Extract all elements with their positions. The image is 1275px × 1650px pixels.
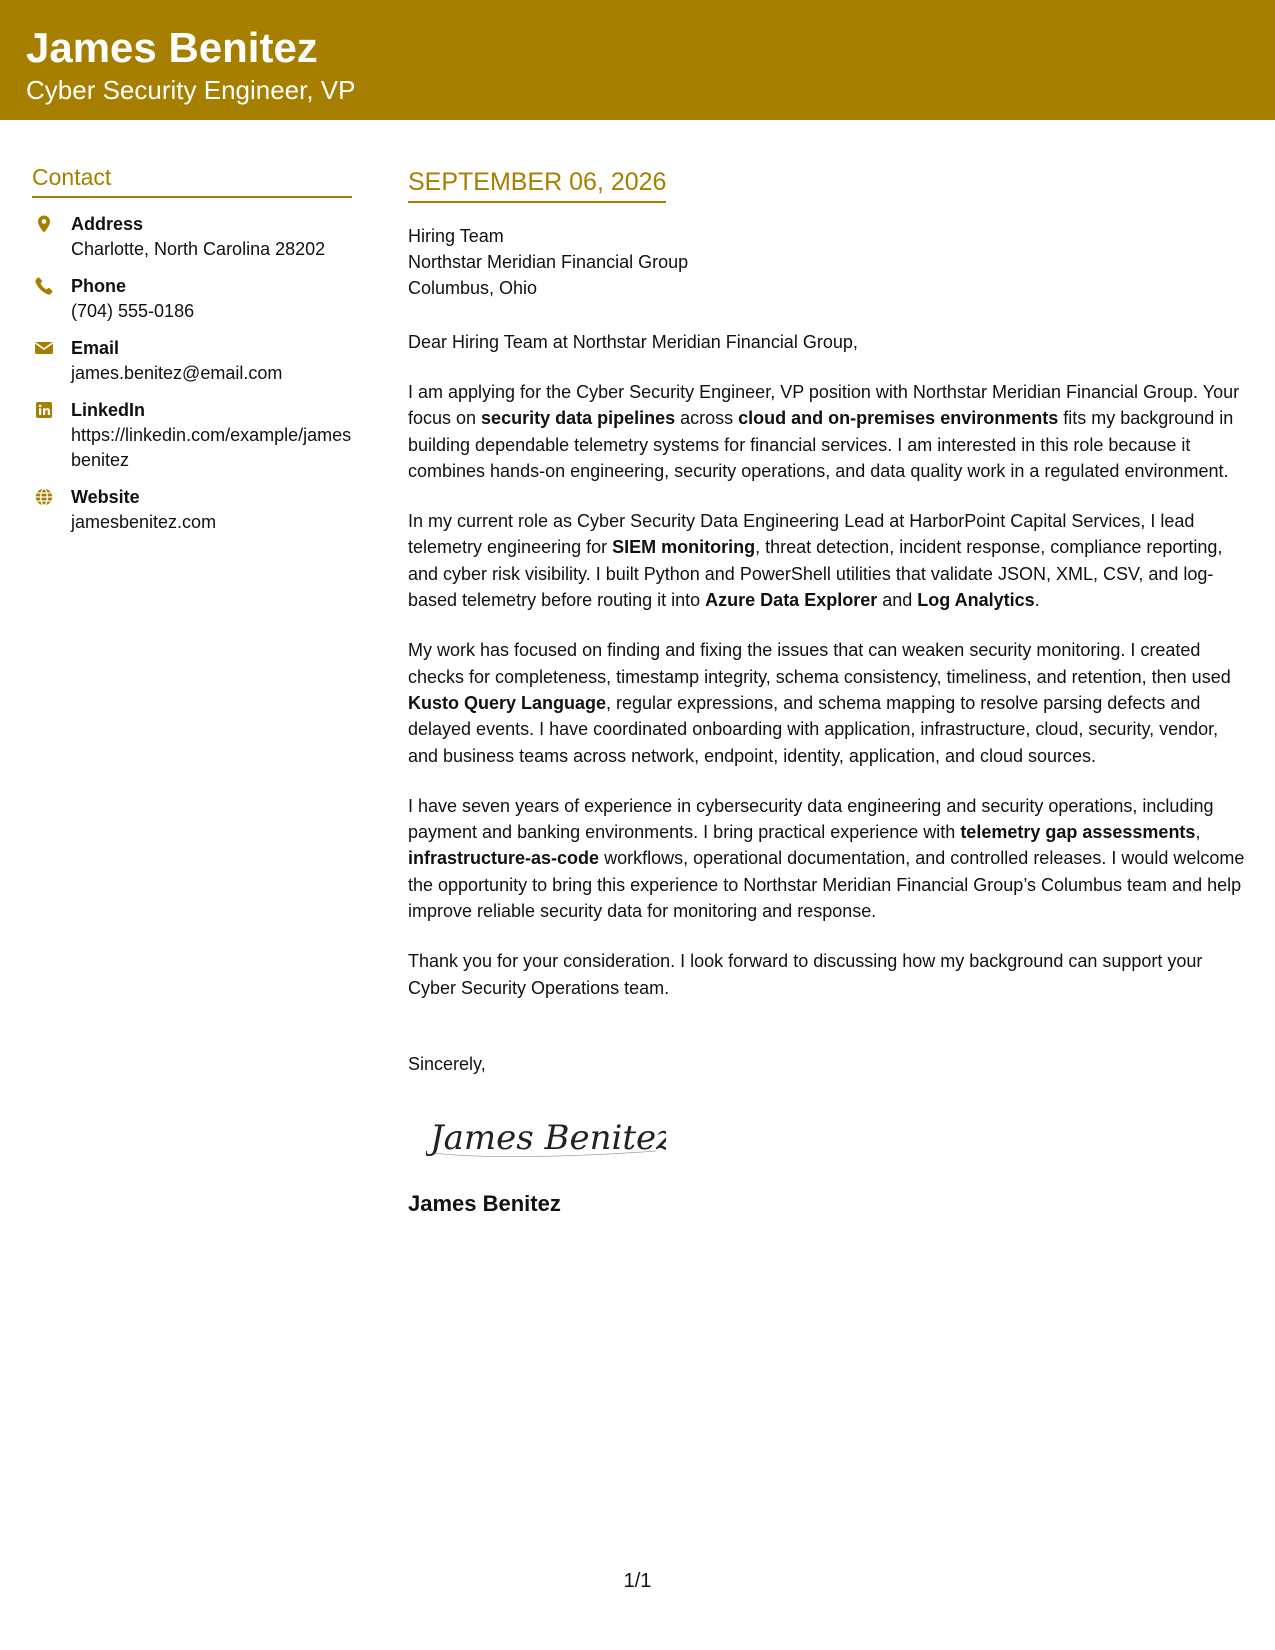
paragraph [408,508,1248,613]
contact-heading: Contact [32,162,352,198]
recipient-line: Columbus, Ohio [408,278,538,298]
recipient-block [408,223,1248,301]
contact-value[interactable]: jamesbenitez.com [71,512,217,532]
bold-phrase: cloud and on-premises environments [738,408,1059,429]
contact-item-phone [32,274,352,324]
text-run: I am applying for the Cyber Security Engineer, VP position with Northstar Meridian Financial Group. Your focus on [408,382,1240,429]
bold-phrase: telemetry gap assessments [960,822,1196,843]
text-run: fits my background in building dependable telemetry systems for financial services. I am interested in this role because it combines hands-on engineering, security operations, and data quality work in a regulated environment. [408,408,1234,481]
envelope-icon [34,338,54,358]
recipient-line: Hiring Team [408,226,504,246]
paragraph [408,948,1248,1001]
contact-list [32,212,352,535]
contact-label: Email [71,338,120,358]
text-run: , regular expressions, and schema mapping to resolve parsing defects and delayed events. I have coordinated onboarding with application, infrastructure, cloud, security, vendor, and business teams across network, endpoint, identity, application, and cloud sources. [408,692,1219,766]
applicant-title: Cyber Security Engineer, VP [26,75,356,105]
signature-image [426,1107,1248,1168]
text-run: , threat detection, incident response, compliance reporting, and cyber risk visibility. I built Python and PowerShell utilities that validate JSON, XML, CSV, and log-based telemetry before routing it into [408,537,1223,611]
bold-phrase: Log Analytics [917,590,1035,611]
text-run: across [675,408,739,429]
paragraph [408,379,1248,484]
phone-icon [34,276,54,296]
text-run: , [1195,822,1201,843]
text-run: In my current role as Cyber Security Data Engineering Lead at HarborPoint Capital Services, I lead telemetry engineering for [408,511,1195,558]
signed-name: James Benitez [408,1190,561,1216]
bold-phrase: Kusto Query Language [408,692,607,713]
paragraph [408,637,1248,768]
linkedin-icon [34,400,54,420]
text-run: and [877,590,918,611]
text-run: Thank you for your consideration. I look forward to discussing how my background can support your Cyber Security Operations team. [408,951,1203,998]
contact-value: Charlotte, North Carolina 28202 [71,239,326,259]
page-number: 1/1 [623,1570,652,1592]
contact-label: LinkedIn [71,400,146,420]
text-run: I have seven years of experience in cybersecurity data engineering and security operations, including payment and banking environments. I bring practical experience with [408,795,1214,843]
recipient-line: Northstar Meridian Financial Group [408,252,689,272]
contact-value: james.benitez@email.com [71,363,283,383]
contact-item-address [32,212,352,262]
contact-value[interactable]: https://linkedin.com/example/jamesbenitez [71,425,352,470]
letter-date: SEPTEMBER 06, 2026 [408,166,666,203]
contact-item-website [32,485,352,535]
text-run: My work has focused on finding and fixing the issues that can weaken security monitoring. I created checks for completeness, timestamp integrity, schema consistency, timeliness, and retention, then used [408,640,1231,687]
bold-phrase: Azure Data Explorer [705,590,878,611]
greeting: Dear Hiring Team at Northstar Meridian Financial Group, [408,332,858,352]
contact-item-linkedin [32,398,352,473]
contact-label: Phone [71,276,127,296]
closing: Sincerely, [408,1053,486,1074]
sidebar [32,162,352,547]
paragraph [408,793,1248,924]
bold-phrase: security data pipelines [481,408,676,429]
contact-label: Address [71,214,144,234]
text-run: . [1034,590,1040,611]
bold-phrase: infrastructure-as-code [408,848,600,869]
map-pin-icon [34,214,54,234]
letter-body [408,166,1248,1218]
contact-value: (704) 555-0186 [71,301,195,321]
header-banner [0,0,1275,120]
text-run: workflows, operational documentation, and controlled releases. I would welcome the opportunity to bring this experience to Northstar Meridian Financial Group’s Columbus team and help improve reliable security data for monitoring and response. [408,848,1245,922]
applicant-name: James Benitez [26,24,318,71]
signature-text: James Benitez [430,1117,666,1158]
contact-label: Website [71,487,140,507]
bold-phrase: SIEM monitoring [612,537,756,558]
globe-icon [34,487,54,507]
contact-item-email [32,336,352,386]
